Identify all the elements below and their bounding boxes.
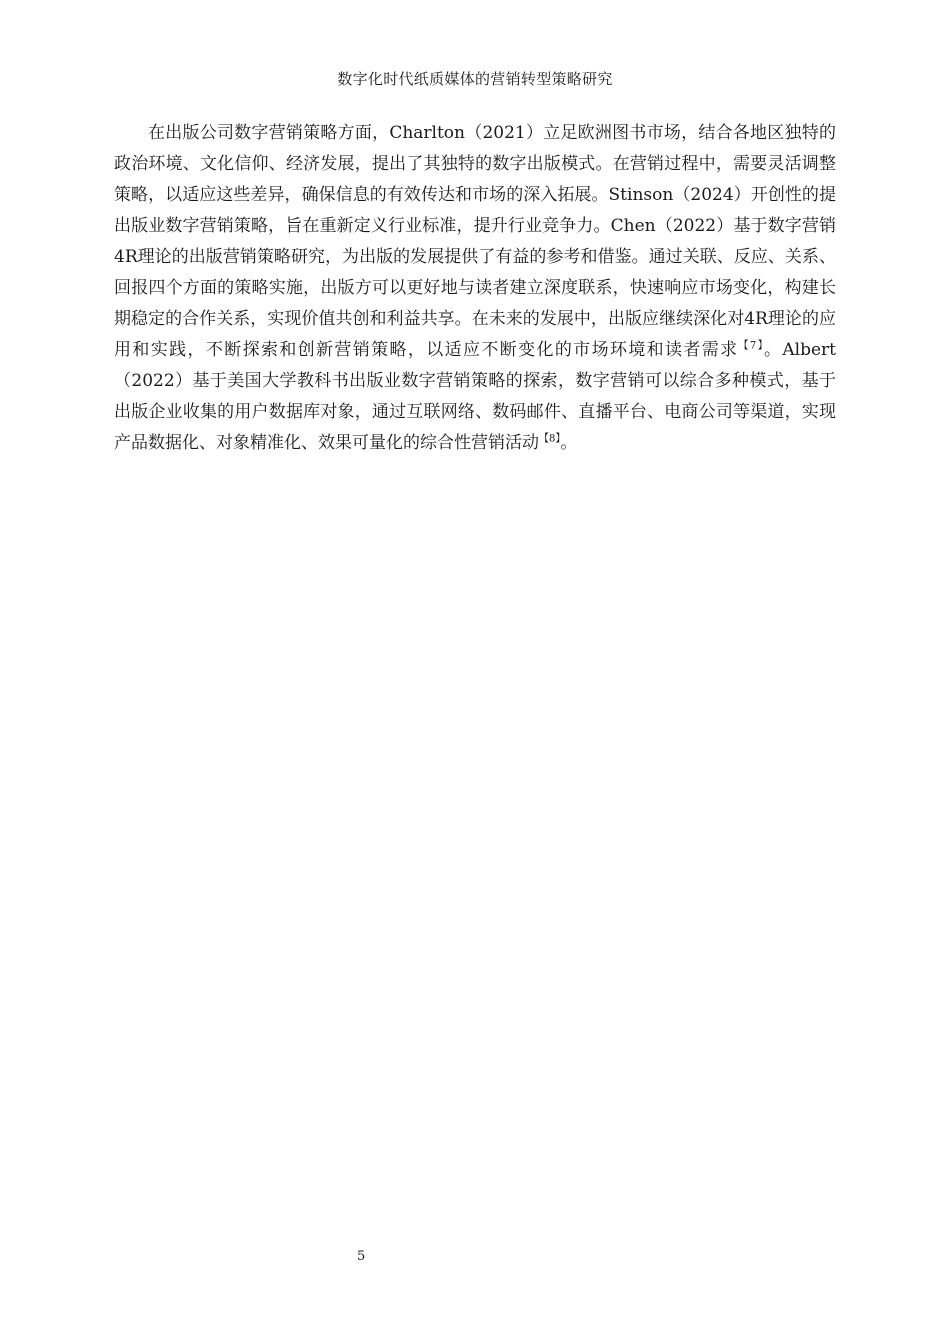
page-number: 5	[357, 1249, 366, 1264]
citation-marker-7: 【7】	[738, 340, 764, 352]
paragraph-text-part-3: 。	[560, 433, 578, 453]
paragraph-text-part-2: 。Albert（2022）基于美国大学教科书出版业数字营销策略的探索，数字营销可以综合多种模式，基于出版企业收集的用户数据库对象，通过互联网络、数码邮件、直播平台、电商公司等渠道，实现产品数据化、对象精准化、效果可量化的综合性营销活动	[114, 340, 836, 453]
citation-marker-8: 【8】	[539, 433, 561, 445]
body-paragraph	[114, 118, 836, 459]
paragraph-text-part-1: 在出版公司数字营销策略方面，Charlton（2021）立足欧洲图书市场，结合各地区独特的政治环境、文化信仰、经济发展，提出了其独特的数字出版模式。在营销过程中，需要灵活调整策略，以适应这些差异，确保信息的有效传达和市场的深入拓展。Stinson（2024）开创性的提出版业数字营销策略，旨在重新定义行业标准，提升行业竞争力。Chen（2022）基于数字营销4R理论的出版营销策略研究，为出版的发展提供了有益的参考和借鉴。通过关联、反应、关系、回报四个方面的策略实施，出版方可以更好地与读者建立深度联系，快速响应市场变化，构建长期稳定的合作关系，实现价值共创和利益共享。在未来的发展中，出版应继续深化对4R理论的应用和实践，不断探索和创新营销策略，以适应不断变化的市场环境和读者需求	[114, 123, 836, 360]
page-header: 数字化时代纸质媒体的营销转型策略研究	[337, 70, 613, 88]
